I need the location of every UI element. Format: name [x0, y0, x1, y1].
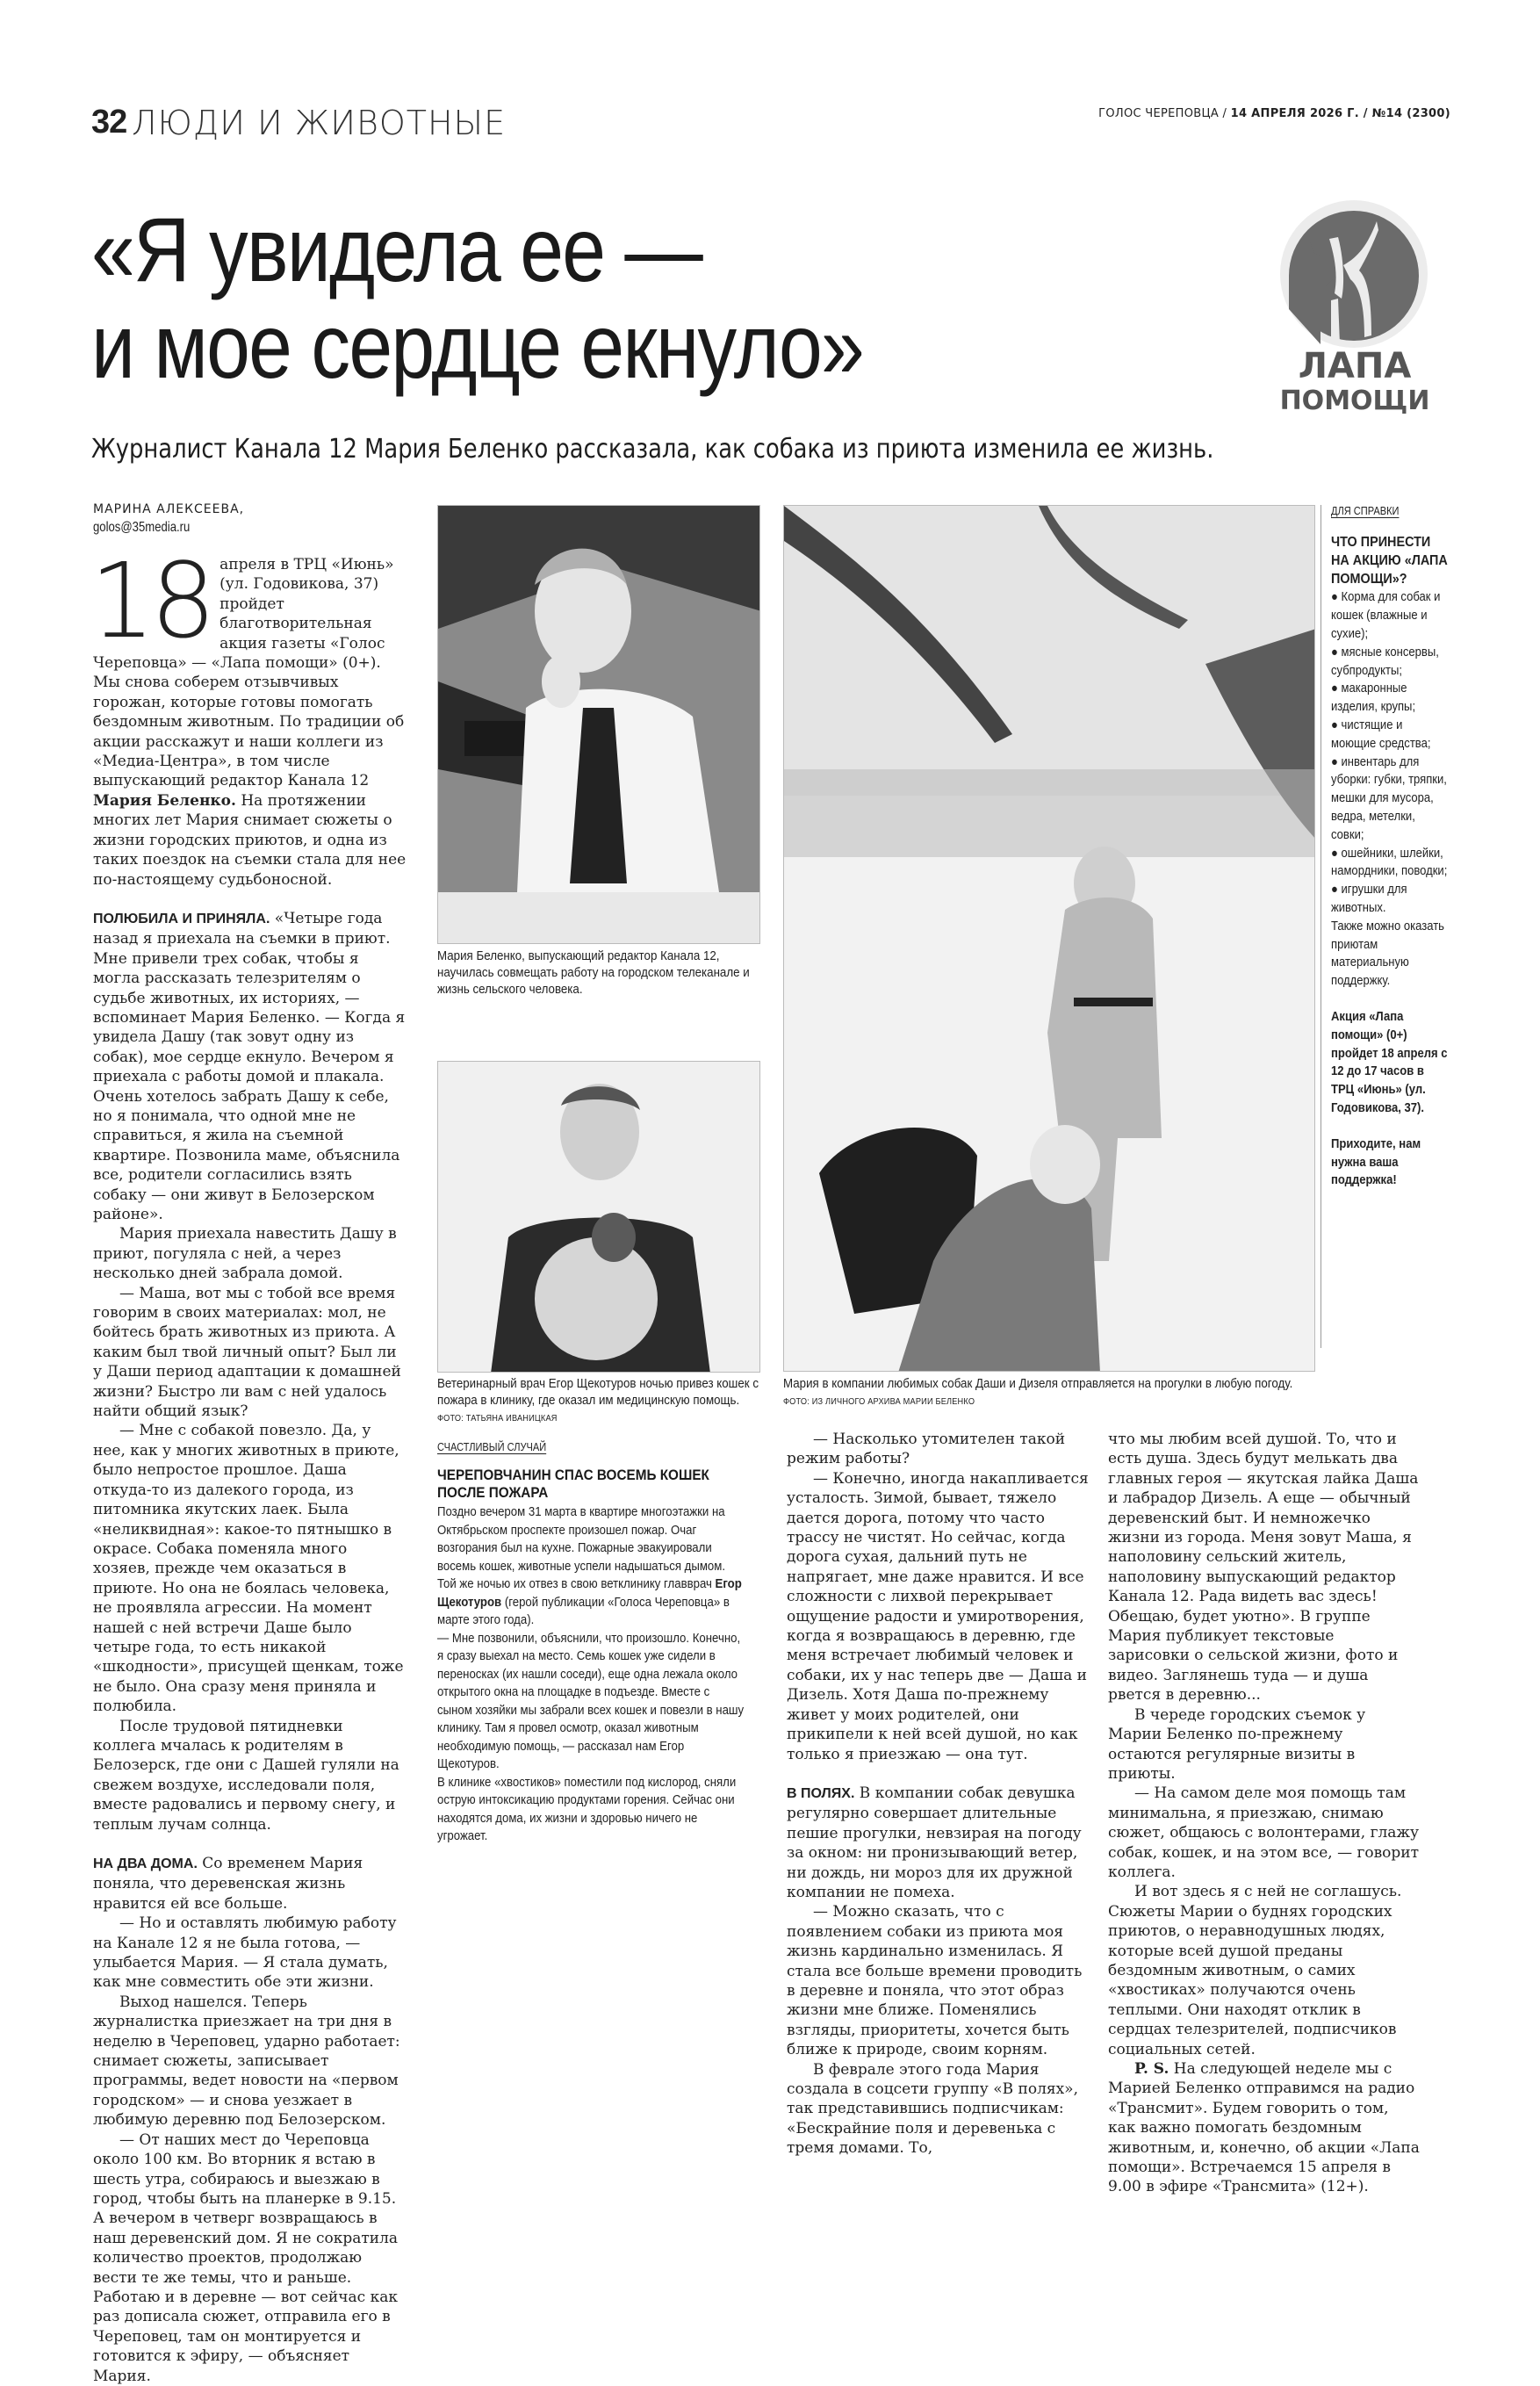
bullet-icon: ●	[1331, 754, 1342, 769]
intro-text-a: апреля в ТРЦ «Июнь» (ул. Годовикова, 37) пройдет благотворительная акция газеты «Голос Череповца» — «Лапа помощи» (0+). Мы снова соберем отзывчивых горожан, которые готовы помогать бездомным животным. По традиции об акции расскажут и наши коллеги из «Медиа-Центра», в том числе выпускающий редактор Канала 12	[93, 556, 405, 790]
paragraph-text: В компании собак девушка регулярно совершает длительные пешие прогулки, невзирая на погоду за окном: ни пронизывающий ветер, ни дождь, ни мороз для их дружной компании не помеха.	[787, 1784, 1082, 1901]
info-item	[1331, 753, 1450, 845]
info-item	[1331, 588, 1450, 643]
photo-image	[438, 1062, 760, 1373]
info-item-text: чистящие и моющие средства;	[1331, 717, 1431, 751]
info-item	[1331, 680, 1450, 717]
photo-maria-studio	[437, 505, 760, 944]
article-column-3	[787, 1430, 1094, 2159]
paragraph-text: «Четыре года назад я приехала на съемки в приют. Мне привели трех собак, чтобы я могла рассказать телезрителям о судьбе животных, их историях, — вспоминает Мария Беленко. — Когда я увидела Дашу (так зовут одну из собак), мое сердце екнуло. Вечером я приехала с работы домой и плакала. Очень хотелось забрать Дашу к себе, но я понимала, что одной мне не справиться, я жила на съемной квартире. Позвонила маме, объяснила все, родители согласились взять собаку — они живут в Белозерском районе».	[93, 909, 406, 1223]
paragraph: В клинике «хвостиков» поместили под кислород, сняли острую интоксикацию продуктами горения. Сейчас они находятся дома, их жизни и здоровью ничего не угрожает.	[437, 1774, 737, 1843]
info-item	[1331, 881, 1450, 918]
subhead-paragraph-3	[787, 1784, 1094, 1902]
info-item-text: макаронные изделия, крупы;	[1331, 681, 1416, 715]
paragraph-text: На следующей неделе мы с Марией Беленко отправимся на радио «Трансмит». Будем говорить о том, как важно помогать бездомным животным, и, конечно, об акции «Лапа помощи». Встречаемся 15 апреля в 9.00 в эфире «Трансмита» (12+).	[1108, 2060, 1420, 2196]
info-item	[1331, 845, 1450, 882]
paragraph: После трудовой пятидневки коллега мчалась к родителям в Белозерск, где они с Дашей гуляли на свежем воздухе, исследовали поля, вместе радовались и первому снегу, и теплым лучам солнца.	[93, 1717, 399, 1834]
info-item-text: игрушки для животных.	[1331, 883, 1407, 915]
info-item-text: инвентарь для уборки: губки, тряпки, мешки для мусора, ведра, метелки, совки;	[1331, 754, 1447, 842]
ps-label: P. S.	[1134, 2060, 1169, 2078]
section-title: ЛЮДИ И ЖИВОТНЫЕ	[132, 104, 507, 142]
paragraph: — От наших мест до Череповца около 100 км. Во вторник я встаю в шесть утра, собираюсь и выезжаю в город, чтобы быть на планерке в 9.15. А вечером в четверг возвращаюсь в наш деревенский дом. Я не сократила количество проектов, продолжаю вести те же темы, что и раньше. Работаю и в деревне — вот сейчас как раз дописала сюжет, отправила его в Череповец, там он монтируется и готовится к эфиру, — объясняет Мария.	[93, 2130, 399, 2385]
subhead-polyubila: ПОЛЮБИЛА И ПРИНЯЛА.	[93, 911, 270, 926]
caption-text: Ветеринарный врач Егор Щекотуров ночью привез кошек с пожара в клинику, где оказал им медицинскую помощь.	[437, 1377, 759, 1408]
paragraph: что мы любим всей душой. То, что и есть душа. Здесь будут мелькать два главных героя — якутская лайка Даша и лабрадор Дизель. А еще — обычный деревенский быт. И немножечко жизни из города. Меня зовут Маша, я наполовину сельский житель, наполовину выпускающий редактор Канала 12. Рада видеть вас здесь! Обещаю, будет уютно». В группе Мария публикует текстовые зарисовки о сельской жизни, фото и видео. Заглянешь туда — и душа рвется в деревню...	[1108, 1431, 1419, 1705]
byline-author: МАРИНА АЛЕКСЕЕВА,	[93, 502, 245, 516]
info-event-details: Акция «Лапа помощи» (0+) пройдет 18 апреля с 12 до 17 часов в ТРЦ «Июнь» (ул. Годовикова, 37).	[1331, 1009, 1448, 1115]
paragraph-text: (герой публикации «Голоса Череповца» в марте этого года).	[437, 1594, 730, 1627]
bullet-icon: ●	[1331, 846, 1342, 861]
bullet-icon: ●	[1331, 681, 1342, 696]
paragraph: В череде городских съемок у Марии Беленко по-прежнему остаются регулярные визиты в приюты.	[1108, 1705, 1366, 1783]
bullet-icon: ●	[1331, 590, 1342, 605]
postscript	[1108, 2059, 1420, 2197]
info-item-text: мясные консервы, субпродукты;	[1331, 645, 1439, 678]
info-box-kicker: ДЛЯ СПРАВКИ	[1331, 504, 1400, 517]
masthead-date-issue: 14 АПРЕЛЯ 2026 Г. / №14 (2300)	[1230, 107, 1450, 120]
info-item-text: ошейники, шлейки, намордники, поводки;	[1331, 846, 1448, 879]
sidebar-title: ЧЕРЕПОВЧАНИН СПАС ВОСЕМЬ КОШЕК ПОСЛЕ ПОЖАРА	[437, 1467, 709, 1501]
paragraph: В феврале этого года Мария создала в соцсети группу «В полях», так представившись подписчикам: «Бескрайние поля и деревенька с тремя домами. То,	[787, 2060, 1078, 2158]
paragraph: — Маша, вот мы с тобой все время говорим в своих материалах: мол, не бойтесь брать животных из приюта. А каким был твой личный опыт? Был ли у Даши период адаптации к домашней жизни? Быстро ли вам с ней удалось найти общий язык?	[93, 1284, 401, 1421]
info-call-to-action: Приходите, нам нужна ваша поддержка!	[1331, 1136, 1421, 1188]
headline-line-1: «Я увидела ее —	[91, 199, 702, 301]
masthead-publication: ГОЛОС ЧЕРЕПОВЦА /	[1098, 107, 1227, 120]
bold-name: Егор Щекотуров	[437, 1576, 742, 1610]
paragraph: И вот здесь я с ней не соглашусь. Сюжеты Марии о буднях городских приютов, о неравнодушных людях, которые всей душой преданы бездомным животным, о самих «хвостиках» получаются очень теплыми. Они находят отклик в сердцах телезрителей, подписчиков социальных сетей.	[1108, 1883, 1402, 2058]
info-note: Также можно оказать приютам материальную поддержку.	[1331, 919, 1444, 989]
sidebar-body	[437, 1503, 746, 1846]
photo-image	[784, 506, 1315, 1372]
logo-text-pomoshchi: ПОМОЩИ	[1280, 386, 1429, 414]
lapa-pomoshchi-logo	[1280, 195, 1429, 414]
paragraph	[437, 1503, 746, 1630]
headline-line-2: и мое сердце екнуло»	[91, 296, 864, 398]
subhead-v-polyakh: В ПОЛЯХ.	[787, 1785, 855, 1801]
bullet-icon: ●	[1331, 645, 1342, 660]
info-item	[1331, 644, 1450, 681]
paragraph: Выход нашелся. Теперь журналистка приезжает на три дня в неделю в Череповец, ударно работает: снимает сюжеты, записывает программы, ведет новости на «первом городском» — и снова уезжает в любимую деревню под Белозерском.	[93, 1993, 400, 2130]
photo-credit: ФОТО: ИЗ ЛИЧНОГО АРХИВА МАРИИ БЕЛЕНКО	[783, 1397, 975, 1407]
photo-caption-2	[437, 1376, 760, 1427]
photo-caption-1: Мария Беленко, выпускающий редактор Канала 12, научилась совмещать работу на городском телеканале и жизнь сельского человека.	[437, 949, 750, 997]
article-column-1	[90, 540, 407, 2386]
headline	[91, 199, 968, 398]
article-column-4	[1108, 1430, 1420, 2197]
intro-text-b: На протяжении многих лет Мария снимает сюжеты о жизни городских приютов, и одна из таких поездок на съемки стала для нее по-настоящему судьбоносной.	[93, 791, 407, 889]
info-box-title: ЧТО ПРИНЕСТИ НА АКЦИЮ «ЛАПА ПОМОЩИ»?	[1331, 535, 1448, 587]
sidebar-kicker: СЧАСТЛИВЫЙ СЛУЧАЙ	[437, 1440, 547, 1453]
photo-caption-3	[783, 1376, 1314, 1410]
paragraph-text: Со временем Мария поняла, что деревенская жизнь нравится ей все больше.	[93, 1855, 363, 1913]
photo-credit: ФОТО: ТАТЬЯНА ИВАНИЦКАЯ	[437, 1414, 558, 1424]
masthead	[1098, 107, 1450, 120]
subhead-paragraph-1	[93, 909, 407, 1225]
bullet-icon: ●	[1331, 883, 1342, 897]
byline-email[interactable]: golos@35media.ru	[93, 520, 191, 535]
drop-cap: 18	[90, 540, 212, 661]
paragraph: Мария приехала навестить Дашу в приют, погуляла с ней, а через несколько дней забрала домой.	[93, 1225, 397, 1283]
info-item-text: Корма для собак и кошек (влажные и сухие);	[1331, 590, 1441, 641]
paragraph: — Мне с собакой повезло. Да, у нее, как у многих животных в приюте, было непростое прошлое. Даша откуда-то из далекого города, из питомника якутских лаек. Была «неликвидная»: какое-то пятнышко в окрасе. Собака поменяла много хозяев, прежде чем оказаться в приюте. Но она не боялась человека, не проявляла агрессии. На момент нашей с ней встречи Даше было четыре года, то есть никакой «шкодности», присущей щенкам, тоже не было. Она сразу меня приняла и полюбила.	[93, 1422, 404, 1716]
photo-vet-with-cat	[437, 1061, 760, 1373]
paragraph: — Можно сказать, что с появлением собаки из приюта моя жизнь кардинально изменилась. Я стала все больше времени проводить в деревне и поняла, что этот образ жизни мне ближе. Поменялись взгляды, приоритеты, хочется быть ближе к природе, своим корням.	[787, 1903, 1083, 2059]
paragraph: — На самом деле моя помощь там минимальна, я приезжаю, снимаю сюжет, общаюсь с волонтерами, глажу собак, кошек, и на этом все, — говорит коллега.	[1108, 1784, 1420, 1881]
caption-text: Мария в компании любимых собак Даши и Дизеля отправляется на прогулки в любую погоду.	[783, 1377, 1293, 1391]
paragraph-text: Поздно вечером 31 марта в квартире многоэтажки на Октябрьском проспекте произошел пожар. Очаг возгорания был на кухне. Пожарные эвакуировали восемь кошек, животные успели надышаться дымом. Той же ночью их отвез в свою ветклинику главврач	[437, 1504, 726, 1591]
cat-dog-silhouette-icon	[1280, 195, 1429, 414]
page-number: 32	[91, 104, 127, 141]
intro-bold-name: Мария Беленко.	[93, 791, 236, 810]
paragraph: — Мне позвонили, объяснили, что произошло. Конечно, я сразу выехал на место. Семь кошек уже сидели в переносках (их нашли соседи), еще одна лежала около открытого окна на площадке в подъезде. Вместе с сыном хозяйки мы забрали всех кошек и повезли в нашу клинику. Там я провел осмотр, оказал животным необходимую помощь, — рассказал нам Егор Щекотуров.	[437, 1630, 745, 1771]
subhead-na-dva-doma: НА ДВА ДОМА.	[93, 1856, 198, 1871]
info-box	[1331, 534, 1450, 1190]
photo-maria-dogs-winter	[783, 505, 1315, 1372]
paragraph: — Насколько утомителен такой режим работы?	[787, 1431, 1066, 1468]
photo-image	[438, 506, 760, 944]
subhead-paragraph-2	[93, 1854, 407, 1914]
bullet-icon: ●	[1331, 717, 1342, 732]
subtitle: Журналист Канала 12 Мария Беленко рассказала, как собака из приюта изменила ее жизнь.	[91, 434, 1214, 465]
info-item	[1331, 717, 1450, 753]
paragraph: — Но и оставлять любимую работу на Канале 12 я не была готова, — улыбается Мария. — Я стала думать, как мне совместить обе эти жизни.	[93, 1914, 397, 1992]
intro-paragraph	[90, 540, 407, 890]
paragraph: — Конечно, иногда накапливается усталость. Зимой, бывает, тяжело дается дорога, потому что часто трассу не чистят. Но сейчас, когда дорога сухая, дальний путь не напрягает, мне даже нравится. И все сложности с лихвой перекрывает ощущение радости и умиротворения, когда я возвращаюсь в деревню, где меня встречает любимый человек и собаки, их у нас теперь две — Даша и Дизель. Хотя Даша по-прежнему живет у моих родителей, они прикипели к ней всей душой, но как только я приезжаю — она тут.	[787, 1469, 1089, 1763]
logo-text-lapa: ЛАПА	[1298, 346, 1412, 386]
